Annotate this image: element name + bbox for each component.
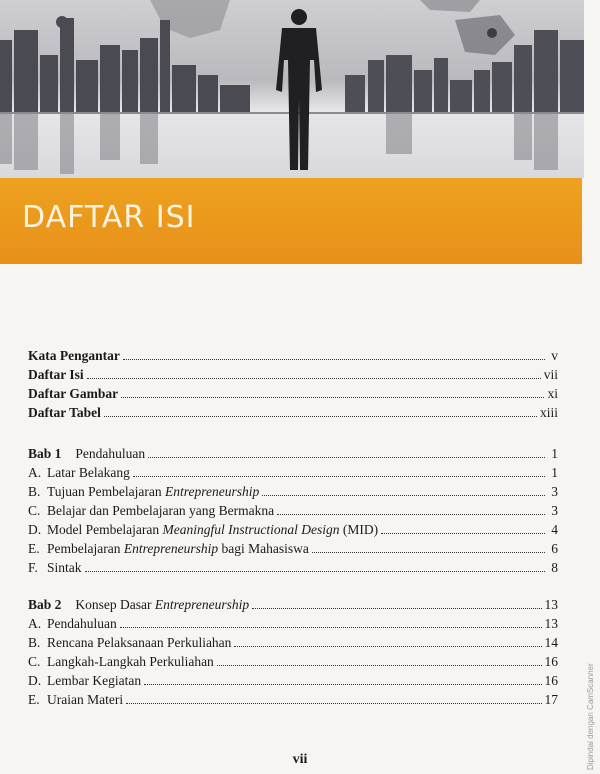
- section-letter: C.: [28, 654, 41, 669]
- section-label: Model Pembelajaran Meaningful Instructional Design (MID): [47, 522, 379, 537]
- section-page: 16: [544, 673, 558, 688]
- chapter-page: 13: [544, 597, 558, 612]
- section-page: 3: [551, 484, 558, 499]
- toc-chapter-heading: [28, 594, 558, 613]
- toc-leader: [217, 665, 542, 666]
- scanner-watermark: [586, 610, 598, 770]
- section-page: 6: [551, 541, 558, 556]
- section-page: 14: [544, 635, 558, 650]
- toc-leader: [85, 571, 545, 572]
- toc-entry: [28, 364, 558, 383]
- scanner-watermark-text: Dipindai dengan CamScanner: [586, 663, 595, 770]
- section-page: 17: [544, 692, 558, 707]
- toc-entry-label: Kata Pengantar: [28, 348, 120, 363]
- toc-leader: [277, 514, 545, 515]
- section-label: Pendahuluan: [47, 616, 117, 631]
- chapter-number: Bab 1: [28, 446, 62, 461]
- toc-section: [28, 613, 558, 632]
- section-letter: C.: [28, 503, 41, 518]
- section-label: Belajar dan Pembelajaran yang Bermakna: [47, 503, 275, 518]
- chapter-number: Bab 2: [28, 597, 62, 612]
- chapter-title: Konsep Dasar Entrepreneurship: [75, 597, 250, 612]
- toc-section: [28, 651, 558, 670]
- toc-leader: [121, 397, 544, 398]
- toc-leader: [262, 495, 545, 496]
- section-page: 8: [551, 560, 558, 575]
- page-title: DAFTAR ISI: [22, 200, 196, 235]
- toc-section: [28, 689, 558, 708]
- section-label: Sintak: [47, 560, 82, 575]
- toc-section: [28, 519, 558, 538]
- title-band: [0, 178, 582, 264]
- toc-leader: [123, 359, 545, 360]
- section-page: 13: [544, 616, 558, 631]
- section-letter: B.: [28, 484, 41, 499]
- toc-entry: [28, 402, 558, 421]
- section-page: 4: [551, 522, 558, 537]
- city-skyline-illustration: [0, 0, 584, 178]
- toc-entry-page: xiii: [539, 405, 558, 420]
- section-label: Latar Belakang: [47, 465, 130, 480]
- toc-entry-label: Daftar Isi: [28, 367, 84, 382]
- chapter-page: 1: [551, 446, 558, 461]
- toc-chapter-2: [28, 594, 558, 708]
- toc-entry-label: Daftar Tabel: [28, 405, 101, 420]
- businessman-figure: [276, 9, 322, 170]
- page-number: vii: [292, 752, 308, 767]
- toc-section: [28, 481, 558, 500]
- toc-entry-page: v: [551, 348, 558, 363]
- toc-leader: [144, 684, 541, 685]
- toc-leader: [312, 552, 545, 553]
- toc-section: [28, 462, 558, 481]
- toc-section: [28, 538, 558, 557]
- section-label: Lembar Kegiatan: [47, 673, 142, 688]
- toc-section: [28, 670, 558, 689]
- toc-chapter-heading: [28, 443, 558, 462]
- toc-entry: [28, 383, 558, 402]
- toc-leader: [133, 476, 545, 477]
- section-letter: D.: [28, 522, 42, 537]
- toc-entry-page: xi: [547, 386, 558, 401]
- section-letter: A.: [28, 616, 42, 631]
- section-page: 1: [551, 465, 558, 480]
- section-page: 3: [551, 503, 558, 518]
- toc-leader: [87, 378, 541, 379]
- chapter-title: Pendahuluan: [75, 446, 146, 461]
- toc-leader: [234, 646, 541, 647]
- section-label: Pembelajaran Entrepreneurship bagi Mahasiswa: [47, 541, 309, 556]
- cover-banner-image: [0, 0, 584, 178]
- toc-section: [28, 500, 558, 519]
- section-letter: E.: [28, 692, 40, 707]
- section-letter: D.: [28, 673, 42, 688]
- section-label: Tujuan Pembelajaran Entrepreneurship: [47, 484, 260, 499]
- toc-front-matter: [28, 345, 558, 421]
- toc-leader: [148, 457, 545, 458]
- toc-leader: [126, 703, 541, 704]
- toc-entry: [28, 345, 558, 364]
- toc-section: [28, 632, 558, 651]
- toc-entry-label: Daftar Gambar: [28, 386, 119, 401]
- section-letter: B.: [28, 635, 41, 650]
- section-page: 16: [544, 654, 558, 669]
- toc-entry-page: vii: [543, 367, 558, 382]
- section-letter: F.: [28, 560, 38, 575]
- section-letter: E.: [28, 541, 40, 556]
- toc-section: [28, 557, 558, 576]
- section-label: Rencana Pelaksanaan Perkuliahan: [47, 635, 232, 650]
- section-letter: A.: [28, 465, 42, 480]
- toc-leader: [381, 533, 545, 534]
- section-label: Langkah-Langkah Perkuliahan: [47, 654, 214, 669]
- toc-chapter-1: [28, 443, 558, 576]
- toc-leader: [252, 608, 541, 609]
- section-label: Uraian Materi: [47, 692, 124, 707]
- toc-leader: [104, 416, 537, 417]
- toc-leader: [120, 627, 542, 628]
